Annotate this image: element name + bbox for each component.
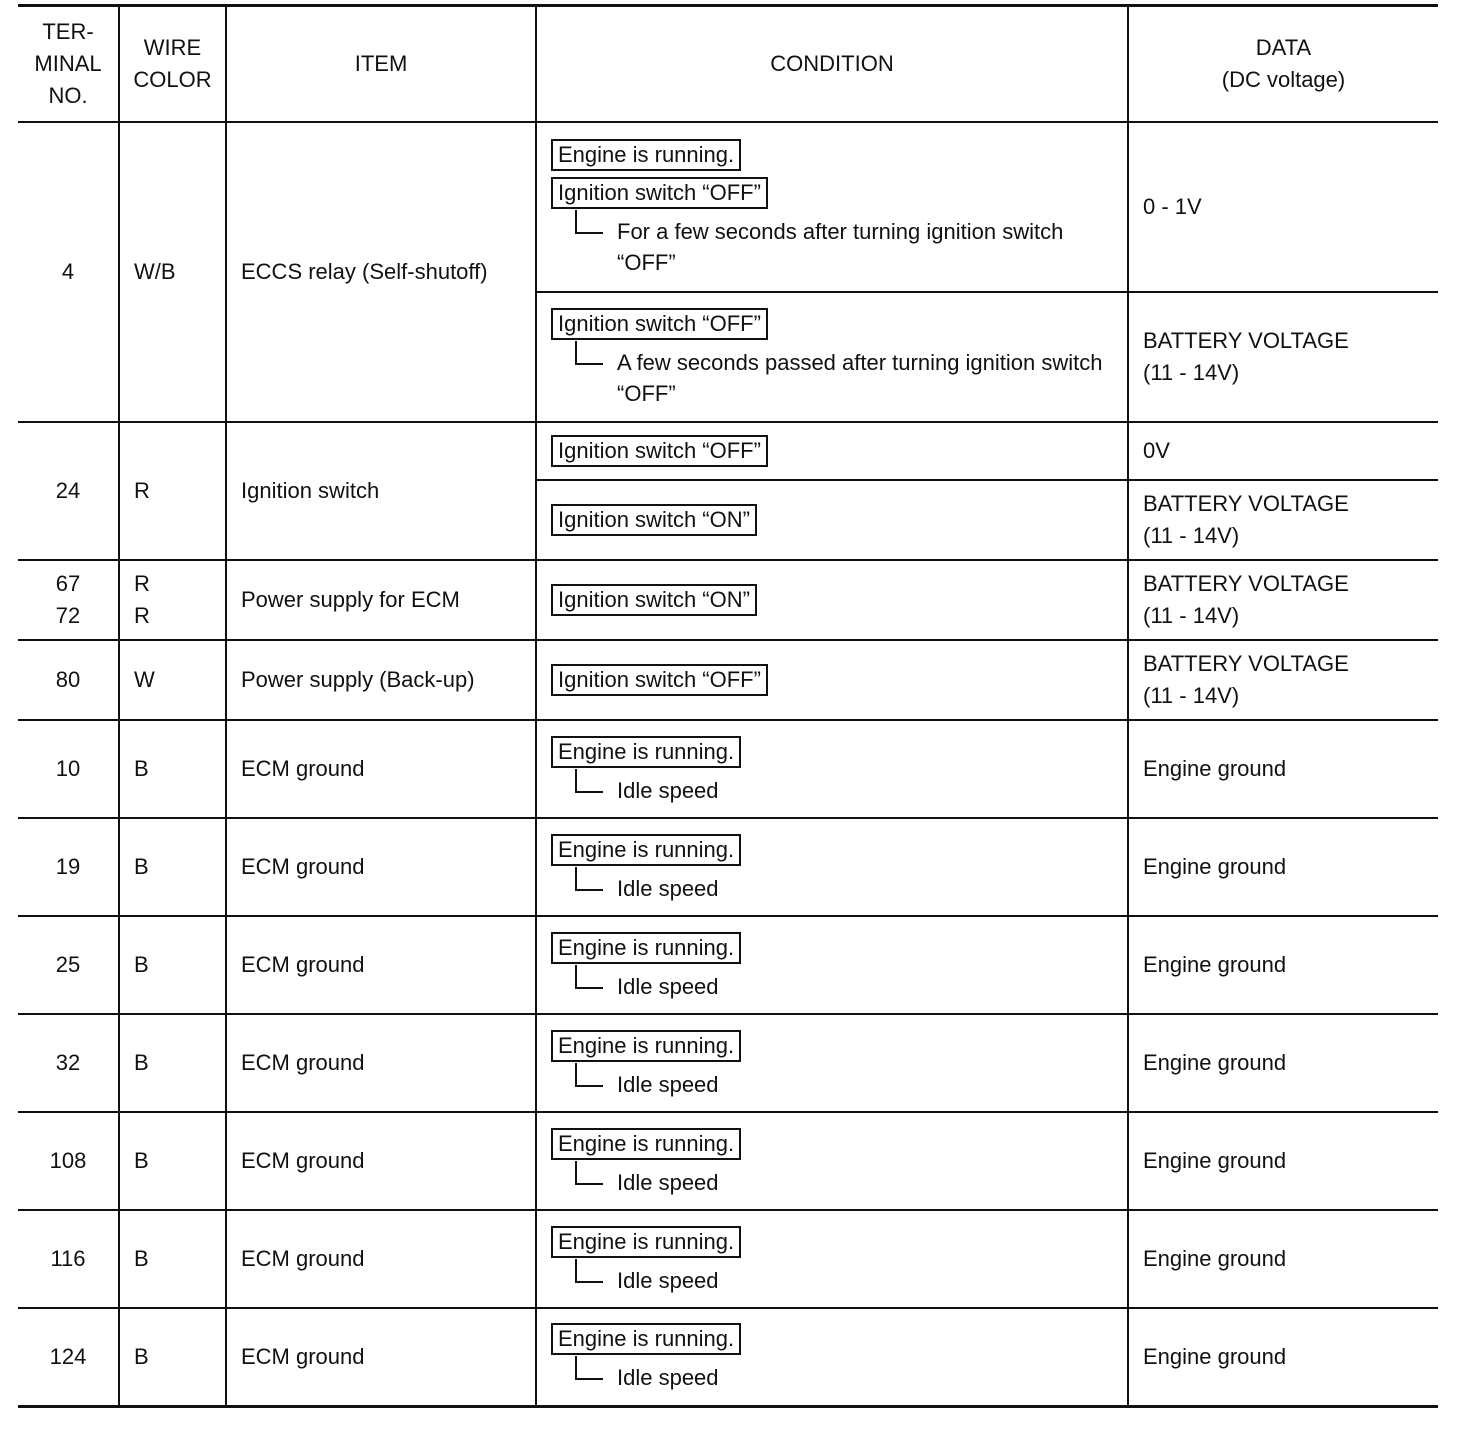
condition-detail: For a few seconds after turning ignition switch “OFF” [551,216,1117,278]
item-cell: ECM ground [226,818,536,916]
condition-detail: Idle speed [551,1069,1117,1100]
condition-cell [536,480,1128,560]
condition-cell [536,916,1128,1014]
header-terminal-line: NO. [48,83,88,108]
data-lines [1143,325,1438,389]
data-value: Engine ground [1143,1050,1287,1075]
data-value: BATTERY VOLTAGE [1143,328,1349,353]
item-cell: Power supply (Back-up) [226,640,536,720]
condition-cell [536,818,1128,916]
terminal-cell: 124 [18,1308,119,1406]
condition-box: Engine is running. [551,1323,741,1355]
wire-color-cell: R [119,422,226,560]
condition-detail: Idle speed [551,1362,1117,1393]
item-cell: ECM ground [226,1308,536,1406]
data-cell [1128,818,1438,916]
data-lines [1143,1341,1438,1373]
data-lines [1143,1243,1438,1275]
data-lines [1143,191,1438,223]
wire-color-cell: W [119,640,226,720]
header-item: ITEM [226,6,536,123]
item-cell: ECCS relay (Self-shutoff) [226,122,536,422]
condition-cell [536,292,1128,422]
header-data [1128,6,1438,123]
table-row [18,818,1438,916]
data-value: Engine ground [1143,952,1287,977]
data-cell [1128,720,1438,818]
data-lines [1143,488,1438,552]
wire-color-cell: W/B [119,122,226,422]
wire-list [134,568,225,632]
header-wire-color [119,6,226,123]
data-cell [1128,1210,1438,1308]
table-row [18,1210,1438,1308]
condition-cell [536,560,1128,640]
data-value: BATTERY VOLTAGE [1143,651,1349,676]
data-cell [1128,292,1438,422]
terminal-cell: 24 [18,422,119,560]
data-cell [1128,916,1438,1014]
table-row [18,122,1438,292]
data-value: (11 - 14V) [1143,523,1240,548]
terminal-cell: 10 [18,720,119,818]
terminal-number: 67 [55,571,81,596]
data-lines [1143,1047,1438,1079]
data-lines [1143,949,1438,981]
condition-cell [536,122,1128,292]
table-row [18,916,1438,1014]
wire-color: R [134,603,150,628]
data-cell [1128,480,1438,560]
table-row [18,640,1438,720]
wire-color-cell [119,560,226,640]
data-value: 0 - 1V [1143,194,1202,219]
data-lines [1143,851,1438,883]
condition-box: Engine is running. [551,1128,741,1160]
table-row [18,720,1438,818]
data-value: (11 - 14V) [1143,360,1240,385]
condition-line [551,661,1117,699]
data-cell [1128,1308,1438,1406]
wire-color-cell: B [119,916,226,1014]
condition-box: Ignition switch “ON” [551,584,757,616]
condition-line [551,1027,1117,1065]
terminal-cell: 19 [18,818,119,916]
item-cell: ECM ground [226,916,536,1014]
table-body [18,122,1438,1406]
terminal-cell: 116 [18,1210,119,1308]
terminal-cell: 32 [18,1014,119,1112]
data-value: 0V [1143,438,1170,463]
condition-detail: Idle speed [551,775,1117,806]
data-lines [1143,568,1438,632]
ecm-terminal-table [18,4,1438,1408]
header-condition: CONDITION [536,6,1128,123]
header-data-line: (DC voltage) [1221,67,1346,92]
condition-line [551,174,1117,212]
condition-box: Ignition switch “OFF” [551,308,768,340]
condition-cell [536,720,1128,818]
data-value: (11 - 14V) [1143,683,1240,708]
wire-color: R [134,571,150,596]
table-row [18,1308,1438,1406]
header-terminal-line: TER- [42,19,94,44]
data-value: Engine ground [1143,1148,1287,1173]
condition-detail: Idle speed [551,1265,1117,1296]
condition-box: Engine is running. [551,834,741,866]
condition-line [551,1125,1117,1163]
data-lines [1143,648,1438,712]
condition-line [551,1223,1117,1261]
data-value: BATTERY VOLTAGE [1143,571,1349,596]
table-row [18,1014,1438,1112]
condition-line [551,733,1117,771]
condition-detail: A few seconds passed after turning ignition switch “OFF” [551,347,1117,409]
condition-line [551,1320,1117,1358]
item-cell: Power supply for ECM [226,560,536,640]
wire-color-cell: B [119,1014,226,1112]
header-terminal-line: MINAL [34,51,102,76]
data-value: Engine ground [1143,1343,1287,1369]
condition-line [551,929,1117,967]
header-wire-line: COLOR [133,67,212,92]
item-cell: ECM ground [226,1014,536,1112]
data-value: Engine ground [1143,756,1287,781]
condition-cell [536,422,1128,480]
condition-box: Ignition switch “ON” [551,504,757,536]
condition-line [551,305,1117,343]
terminal-cell: 80 [18,640,119,720]
condition-line [551,432,1117,470]
table-row [18,422,1438,480]
header-data-line: DATA [1255,35,1312,60]
header-wire-line: WIRE [143,35,202,60]
terminal-number: 72 [55,603,81,628]
condition-box: Ignition switch “OFF” [551,664,768,696]
condition-cell [536,1308,1128,1406]
condition-box: Engine is running. [551,736,741,768]
wire-color-cell: B [119,818,226,916]
item-cell: Ignition switch [226,422,536,560]
data-cell [1128,640,1438,720]
condition-line [551,136,1117,174]
data-cell [1128,122,1438,292]
terminal-data-sheet [18,4,1438,1408]
item-cell: ECM ground [226,1210,536,1308]
terminal-cell: 108 [18,1112,119,1210]
condition-cell [536,1112,1128,1210]
data-value: Engine ground [1143,854,1287,879]
data-lines [1143,753,1438,785]
data-value: Engine ground [1143,1246,1287,1271]
terminal-cell: 4 [18,122,119,422]
condition-detail: Idle speed [551,873,1117,904]
condition-box: Engine is running. [551,932,741,964]
condition-detail: Idle speed [551,1167,1117,1198]
wire-color-cell: B [119,1112,226,1210]
condition-detail: Idle speed [551,971,1117,1002]
data-cell [1128,422,1438,480]
wire-color-cell: B [119,1210,226,1308]
data-lines [1143,435,1438,467]
condition-cell [536,640,1128,720]
data-value: BATTERY VOLTAGE [1143,491,1349,516]
terminal-cell: 25 [18,916,119,1014]
wire-color-cell: B [119,1308,226,1406]
table-row [18,1112,1438,1210]
data-cell [1128,1014,1438,1112]
item-cell: ECM ground [226,720,536,818]
condition-box: Engine is running. [551,1226,741,1258]
data-value: (11 - 14V) [1143,603,1240,628]
data-cell [1128,560,1438,640]
header-row [18,6,1438,123]
condition-box: Ignition switch “OFF” [551,177,768,209]
condition-line [551,581,1117,619]
condition-line [551,831,1117,869]
terminal-cell [18,560,119,640]
table-row [18,560,1438,640]
condition-box: Engine is running. [551,139,741,171]
terminal-list [18,568,118,632]
condition-box: Engine is running. [551,1030,741,1062]
condition-line [551,501,1117,539]
condition-cell [536,1014,1128,1112]
data-lines [1143,1145,1438,1177]
item-cell: ECM ground [226,1112,536,1210]
condition-cell [536,1210,1128,1308]
wire-color-cell: B [119,720,226,818]
condition-box: Ignition switch “OFF” [551,435,768,467]
header-terminal [18,6,119,123]
data-cell [1128,1112,1438,1210]
